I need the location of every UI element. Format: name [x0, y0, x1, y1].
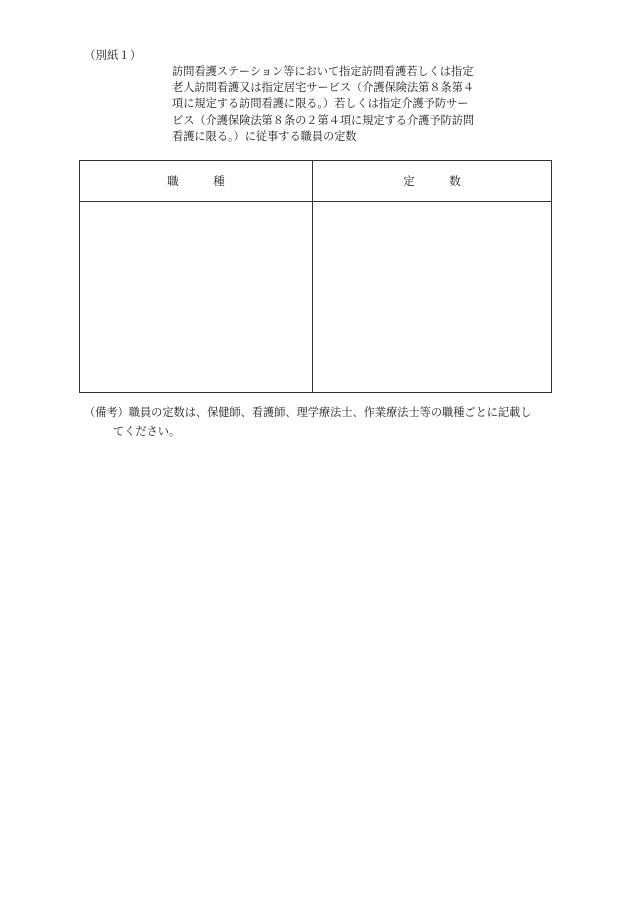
attachment-label: （別紙１） [84, 48, 142, 62]
document-heading [172, 64, 507, 145]
table-header-row [80, 161, 552, 202]
remarks-note [84, 403, 564, 441]
heading-line-2: 老人訪問看護又は指定居宅サービス（介護保険法第８条第４ [172, 81, 475, 95]
heading-line-4: ビス（介護保険法第８条の２第４項に規定する介護予防訪問 [172, 113, 475, 127]
table-body-row [80, 202, 552, 393]
count-column-header [313, 161, 552, 202]
occupation-header-label: 職 種 [167, 174, 225, 188]
count-header-label: 定 数 [403, 174, 461, 188]
heading-line-3: 項に規定する訪問看護に限る。）若しくは指定介護予防サー [172, 97, 469, 111]
count-entry-cell [313, 202, 552, 393]
heading-line-1: 訪問看護ステーション等において指定訪問看護若しくは指定 [172, 65, 474, 78]
occupation-entry-cell [80, 202, 313, 393]
remarks-line-1: （備考）職員の定数は、保健師、看護師、理学療法士、作業療法士等の職種ごとに記載し [84, 406, 532, 419]
remarks-line-2: てください。 [113, 425, 181, 438]
staff-count-table [79, 160, 552, 393]
heading-line-5: 看護に限る。）に従事する職員の定数 [172, 129, 357, 143]
occupation-column-header [80, 161, 313, 202]
